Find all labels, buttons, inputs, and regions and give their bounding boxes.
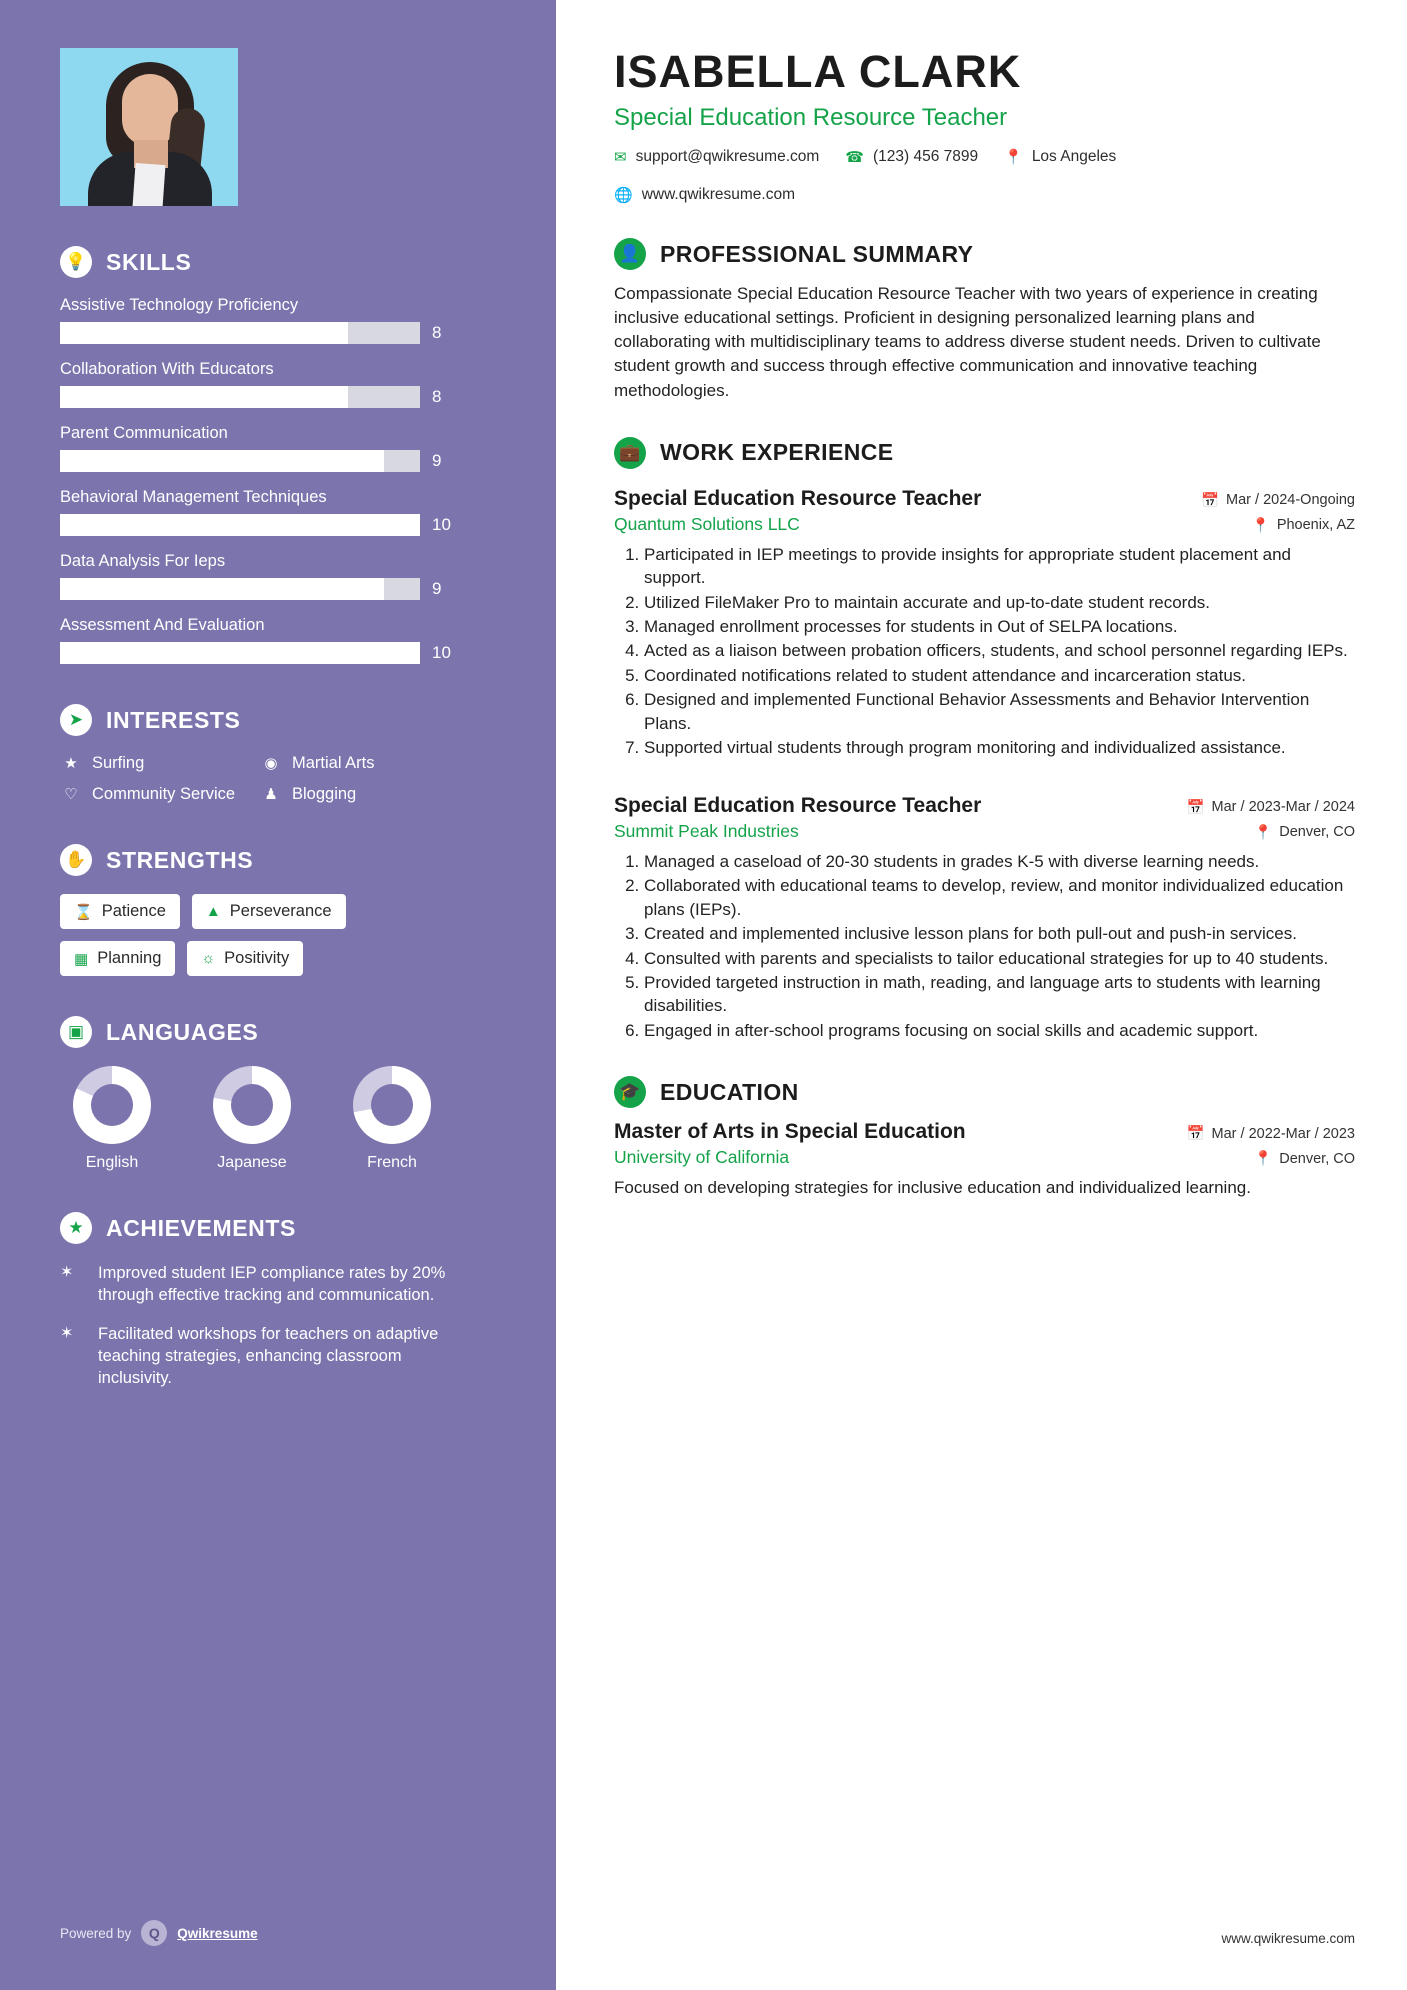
achievements-heading-label: ACHIEVEMENTS (106, 1214, 296, 1241)
strengths-heading (60, 844, 460, 876)
skill-value: 10 (432, 643, 451, 662)
language-donut (213, 1066, 291, 1144)
languages-heading (60, 1016, 460, 1048)
job-bullet: 4. Acted as a liaison between probation officers, students, and school personnel regarding IEPs. (644, 639, 1355, 662)
education-location-text: Denver, CO (1279, 1150, 1355, 1167)
strength-item (60, 941, 175, 976)
user-circle-icon: 👤 (614, 238, 646, 270)
language-item (340, 1066, 444, 1172)
skill-label: Assistive Technology Proficiency (60, 296, 299, 314)
education-entry (614, 1120, 1355, 1200)
skill-row (60, 514, 460, 536)
achievements-heading (60, 1212, 460, 1244)
job-company: Quantum Solutions LLC (614, 513, 800, 534)
skill-row (60, 578, 460, 600)
skill-value: 8 (432, 323, 442, 342)
language-label: English (85, 1154, 139, 1171)
strength-label: Planning (97, 949, 162, 967)
skills-list (60, 296, 460, 664)
interest-label: Surfing (92, 754, 145, 772)
job-bullet: 4. Consulted with parents and specialists to tailor educational strategies for up to 40 students. (644, 947, 1355, 970)
education-heading (614, 1076, 1355, 1108)
education-dates (1186, 1125, 1355, 1142)
strength-item (192, 894, 346, 929)
globe-icon: 🌐 (614, 187, 633, 204)
calendar-icon: ▦ (74, 950, 89, 968)
skill-bar (60, 642, 420, 664)
badge-star-icon: ★ (60, 1212, 92, 1244)
job-dates (1186, 799, 1355, 816)
education-school: University of California (614, 1147, 790, 1168)
location-pin-icon: 📍 (1251, 517, 1270, 534)
powered-by-label: Powered by (60, 1925, 132, 1941)
interests-list (60, 754, 460, 804)
skills-heading-label: SKILLS (106, 248, 192, 275)
paper-plane-icon: ➤ (60, 704, 92, 736)
profile-photo (60, 48, 238, 206)
envelope-icon: ✉ (614, 149, 627, 166)
job-bullet: 2. Collaborated with educational teams to develop, review, and monitor individualized education plans (IEPs). (644, 874, 1355, 921)
job-bullet: 6. Designed and implemented Functional Behavior Assessments and Behavior Intervention Plans. (644, 688, 1355, 735)
interest-item (260, 785, 460, 804)
education-location (1254, 1150, 1355, 1167)
skill-bar (60, 322, 420, 344)
calendar-icon: 📅 (1200, 492, 1220, 509)
skill-label: Collaboration With Educators (60, 360, 274, 378)
job-bullet: 5. Coordinated notifications related to student attendance and incarceration status. (644, 664, 1355, 687)
strength-label: Positivity (224, 949, 290, 967)
job-bullet: 2. Utilized FileMaker Pro to maintain accurate and up-to-date student records. (644, 591, 1355, 614)
language-item (60, 1066, 164, 1172)
job-bullets (614, 543, 1355, 760)
languages-heading-label: LANGUAGES (106, 1018, 259, 1045)
star-badge-icon: ✶ (60, 1264, 74, 1281)
contact-website-text: www.qwikresume.com (641, 186, 795, 203)
language-donut (73, 1066, 151, 1144)
job-bullet: 5. Provided targeted instruction in math, reading, and language arts to students with learning disabilities. (644, 971, 1355, 1018)
interests-heading (60, 704, 460, 736)
strength-item (60, 894, 180, 929)
work-heading-label: WORK EXPERIENCE (660, 439, 894, 466)
interest-label: Community Service (92, 785, 236, 803)
sidebar (0, 0, 556, 1990)
job-bullets (614, 850, 1355, 1043)
fist-icon: ✋ (60, 844, 92, 876)
contact-website[interactable] (614, 186, 795, 204)
language-label: Japanese (217, 1154, 287, 1171)
contact-email-text: support@qwikresume.com (635, 148, 820, 165)
contact-phone[interactable] (845, 148, 978, 166)
work-heading (614, 437, 1355, 469)
job-location (1252, 517, 1355, 534)
location-pin-icon: 📍 (1254, 1151, 1273, 1168)
people-icon: ♟ (264, 786, 278, 803)
candidate-name: ISABELLA CLARK (614, 46, 1022, 97)
qwikresume-brand-link[interactable]: Qwikresume (177, 1925, 258, 1941)
job-dates-text: Mar / 2024-Ongoing (1226, 492, 1355, 509)
graduation-cap-icon: 🎓 (614, 1076, 646, 1108)
achievement-text: Improved student IEP compliance rates by 20% through effective tracking and communication. (98, 1264, 446, 1305)
skills-heading (60, 246, 460, 278)
job-bullet: 1. Participated in IEP meetings to provide insights for appropriate student placement and support. (644, 543, 1355, 590)
skill-bar (60, 514, 420, 536)
site-footer: www.qwikresume.com (1221, 1931, 1355, 1946)
achievements-list (60, 1262, 460, 1389)
achievement-item (60, 1323, 460, 1390)
skill-label: Data Analysis For Ieps (60, 552, 226, 570)
calendar-icon: 📅 (1186, 799, 1205, 816)
contact-list (614, 148, 1274, 204)
strength-label: Perseverance (229, 902, 332, 920)
interests-heading-label: INTERESTS (106, 706, 241, 733)
job-location-text: Denver, CO (1279, 824, 1355, 841)
skill-value: 9 (432, 579, 442, 598)
skill-bar (60, 578, 420, 600)
calendar-icon: 📅 (1186, 1126, 1205, 1143)
contact-location (1004, 148, 1116, 166)
education-heading-label: EDUCATION (660, 1078, 799, 1105)
job-title: Special Education Resource Teacher (614, 793, 982, 817)
strength-item (187, 941, 303, 976)
job-entry (614, 794, 1355, 1043)
job-company: Summit Peak Industries (614, 820, 799, 841)
hourglass-icon: ⌛ (74, 903, 93, 921)
phone-icon: ☎ (845, 149, 864, 166)
job-bullet: 6. Engaged in after-school programs focusing on social skills and academic support. (644, 1019, 1355, 1042)
skill-row (60, 450, 460, 472)
location-pin-icon: 📍 (1254, 824, 1273, 841)
skill-label: Parent Communication (60, 424, 228, 442)
job-bullet: 3. Managed enrollment processes for students in Out of SELPA locations. (644, 615, 1355, 638)
skill-value: 8 (432, 387, 442, 406)
briefcase-icon: 💼 (614, 437, 646, 469)
interest-label: Martial Arts (292, 754, 375, 772)
skill-label: Behavioral Management Techniques (60, 488, 327, 506)
job-entry (614, 487, 1355, 760)
education-dates-text: Mar / 2022-Mar / 2023 (1211, 1125, 1355, 1142)
skill-row (60, 322, 460, 344)
skill-bar (60, 386, 420, 408)
translate-icon: ▣ (60, 1016, 92, 1048)
sun-icon: ☼ (201, 950, 216, 967)
education-title: Master of Arts in Special Education (614, 1120, 966, 1144)
strengths-list (60, 894, 460, 976)
location-pin-icon: 📍 (1004, 149, 1023, 166)
summary-text: Compassionate Special Education Resource Teacher with two years of experience in creating inclusive educational settings. Proficient in designing personalized learning plans and collaborating with multidisciplinary teams to address diverse student needs. Driven to cultivate student growth and success through effective communication and innovative teaching methodologies. (614, 284, 1321, 400)
mountain-icon: ▲ (205, 903, 221, 920)
contact-email[interactable] (614, 148, 819, 166)
achievement-item (60, 1262, 460, 1307)
job-dates (1201, 492, 1355, 509)
qwikresume-logo-icon: Q (141, 1920, 167, 1946)
skill-value: 10 (432, 515, 451, 534)
skill-row (60, 386, 460, 408)
skill-label: Assessment And Evaluation (60, 616, 265, 634)
interest-item (60, 754, 260, 773)
photo-shirt (133, 163, 166, 206)
achievement-text: Facilitated workshops for teachers on adaptive teaching strategies, enhancing classroom inclusivity. (98, 1324, 439, 1388)
star-badge-icon: ✶ (60, 1324, 74, 1342)
job-location-text: Phoenix, AZ (1276, 517, 1355, 534)
job-bullet: 7. Supported virtual students through program monitoring and individualized assistance. (644, 736, 1355, 759)
contact-phone-text: (123) 456 7899 (872, 148, 979, 165)
language-label: French (367, 1154, 417, 1171)
star-icon: ★ (64, 755, 78, 772)
interest-item (260, 754, 460, 773)
strength-label: Patience (101, 902, 166, 920)
education-description: Focused on developing strategies for inclusive education and individualized learning. (614, 1178, 1251, 1198)
interest-label: Blogging (292, 785, 357, 803)
candidate-role: Special Education Resource Teacher (614, 104, 1008, 131)
skill-bar (60, 450, 420, 472)
job-bullet: 1. Managed a caseload of 20-30 students in grades K-5 with diverse learning needs. (644, 850, 1355, 873)
lightbulb-icon: 💡 (60, 246, 92, 278)
contact-location-text: Los Angeles (1031, 148, 1117, 165)
language-item (200, 1066, 304, 1172)
job-location (1254, 824, 1355, 841)
interest-item (60, 785, 260, 804)
target-icon: ◉ (264, 755, 278, 772)
languages-list (60, 1066, 460, 1172)
job-title: Special Education Resource Teacher (614, 486, 982, 510)
summary-heading-label: PROFESSIONAL SUMMARY (660, 240, 974, 267)
language-donut (353, 1066, 431, 1144)
powered-by (60, 1920, 258, 1946)
heart-hand-icon: ♡ (64, 786, 78, 803)
main-content (556, 0, 1407, 1990)
skill-row (60, 642, 460, 664)
skill-value: 9 (432, 451, 442, 470)
job-bullet: 3. Created and implemented inclusive lesson plans for both pull-out and push-in services. (644, 922, 1355, 945)
job-dates-text: Mar / 2023-Mar / 2024 (1211, 799, 1355, 816)
strengths-heading-label: STRENGTHS (106, 846, 254, 873)
summary-heading (614, 238, 1355, 270)
